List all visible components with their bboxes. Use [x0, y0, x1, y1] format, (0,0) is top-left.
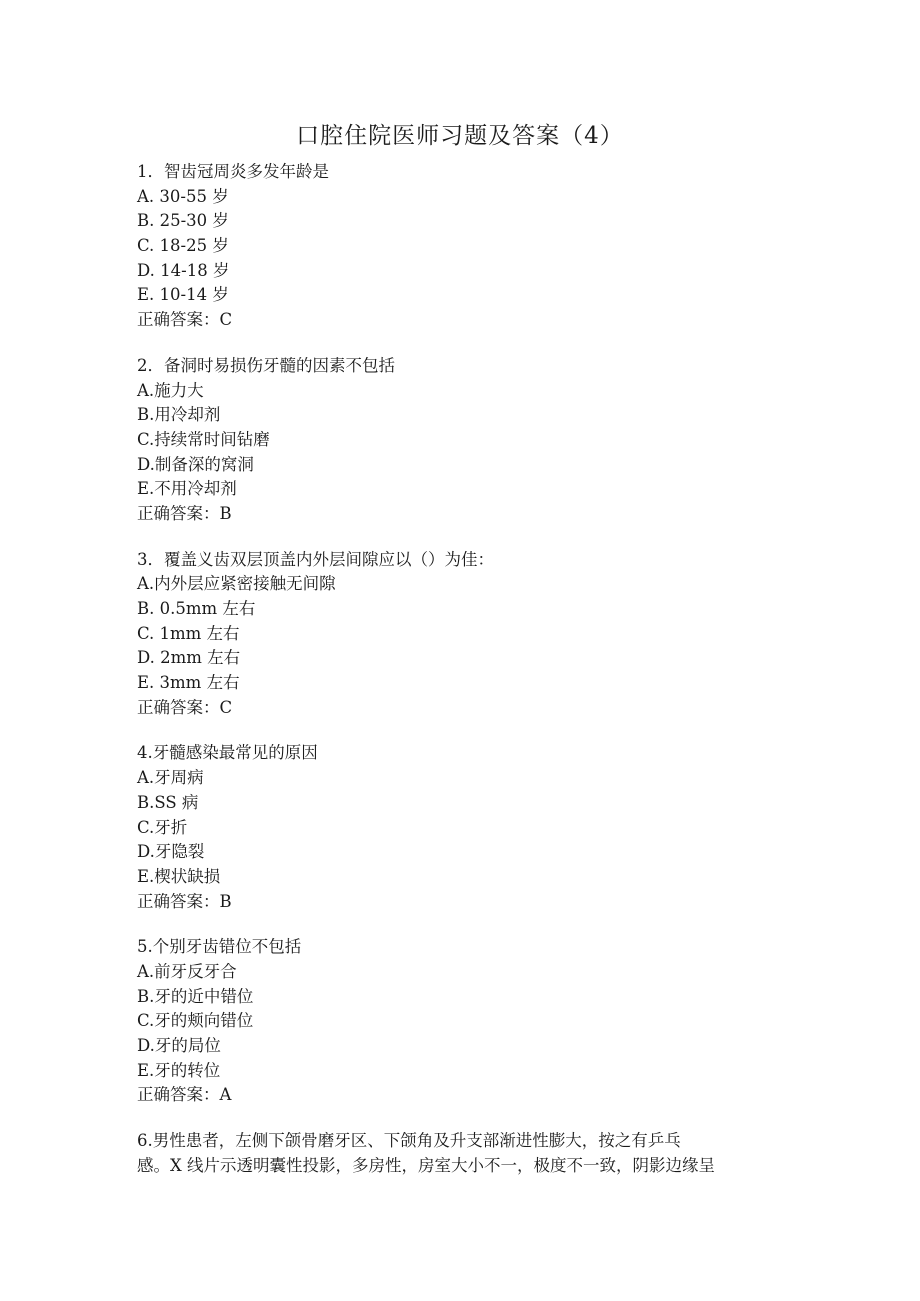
option-a: A. 30-55 岁: [137, 186, 229, 206]
question-2: [137, 354, 787, 527]
question-5: [137, 935, 787, 1108]
option-d: D.牙的局位: [137, 1036, 221, 1055]
option-e: E. 3mm 左右: [137, 673, 240, 693]
option-b: B.SS 病: [137, 792, 199, 812]
question-stem-line-1: 6.男性患者，左侧下颌骨磨牙区、下颌角及升支部渐进性膨大，按之有乒乓: [137, 1131, 681, 1151]
option-e: E.牙的转位: [137, 1060, 221, 1080]
question-stem-line-2: 感。X 线片示透明囊性投影，多房性，房室大小不一，极度不一致，阴影边缘呈: [137, 1155, 715, 1175]
question-6: [137, 1129, 787, 1178]
option-a: A.牙周病: [137, 768, 204, 788]
question-stem: 4.牙髓感染最常见的原因: [137, 743, 318, 763]
document-title: 口腔住院医师习题及答案（4）: [296, 123, 624, 149]
question-stem: 5.个别牙齿错位不包括: [137, 937, 302, 957]
option-b: B. 25-30 岁: [137, 211, 229, 231]
question-3: [137, 548, 787, 721]
question-list: [137, 160, 787, 1199]
option-c: C. 1mm 左右: [137, 623, 240, 643]
option-c: C.持续常时间钻磨: [137, 429, 270, 449]
option-d: D. 14-18 岁: [137, 260, 230, 280]
question-stem: 1．智齿冠周炎多发年龄是: [137, 162, 329, 181]
option-c: C.牙折: [137, 817, 188, 837]
option-e: E.楔状缺损: [137, 866, 221, 886]
correct-answer: 正确答案：B: [137, 503, 232, 523]
option-a: A.内外层应紧密接触无间隙: [137, 574, 336, 594]
option-d: D.牙隐裂: [137, 842, 205, 862]
option-e: E.不用冷却剂: [137, 479, 237, 499]
option-b: B.用冷却剂: [137, 405, 221, 425]
option-d: D. 2mm 左右: [137, 648, 241, 668]
correct-answer: 正确答案：B: [137, 891, 232, 911]
option-b: B. 0.5mm 左右: [137, 599, 256, 618]
option-a: A.前牙反牙合: [137, 961, 237, 981]
option-c: C. 18-25 岁: [137, 236, 229, 256]
option-c: C.牙的颊向错位: [137, 1011, 254, 1031]
option-a: A.施力大: [137, 380, 204, 400]
question-1: [137, 160, 787, 333]
option-e: E. 10-14 岁: [137, 285, 229, 305]
correct-answer: 正确答案：A: [137, 1085, 232, 1105]
correct-answer: 正确答案：C: [137, 697, 233, 717]
question-4: [137, 741, 787, 914]
question-stem: 2．备洞时易损伤牙髓的因素不包括: [137, 355, 395, 375]
option-d: D.制备深的窝洞: [137, 454, 254, 474]
option-b: B.牙的近中错位: [137, 986, 254, 1006]
correct-answer: 正确答案：C: [137, 310, 233, 330]
question-stem: 3．覆盖义齿双层顶盖内外层间隙应以（）为佳：: [137, 549, 494, 569]
